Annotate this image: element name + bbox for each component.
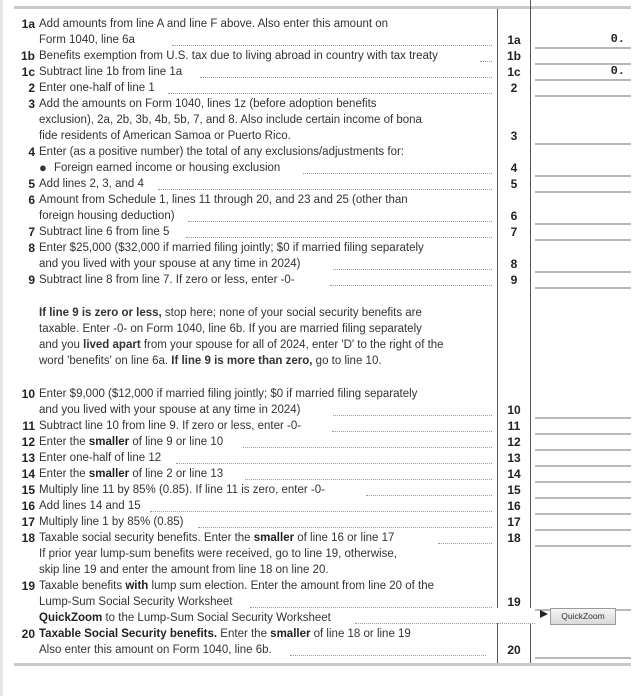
form-line-6-row1 [0,192,641,208]
line-label: 9 [28,273,35,287]
form-line-16 [0,498,641,514]
dot-leader [176,462,492,464]
dot-leader [188,220,492,222]
line-text-part: Enter the [39,436,89,448]
form-line-10-row2 [0,402,641,418]
instruction-text: word 'benefits' on line 6a. [39,355,172,367]
line-label: 10 [21,387,35,401]
form-line-19-row1 [0,578,641,594]
line-label: 6 [28,193,35,207]
quickzoom-text [39,610,331,626]
line-number: 4 [510,161,518,175]
quickzoom-bold: QuickZoom [39,612,103,624]
line-11-value [625,418,631,432]
form-line-4-row1 [0,144,641,160]
line-text: If prior year lump-sum benefits were received, go to line 19, otherwise, [39,548,397,560]
line-label: 12 [21,435,35,449]
line-text-part: Taxable social security benefits. Enter the [39,532,254,544]
line-17-value [625,514,631,528]
line-1c-value: 0. [610,64,625,78]
form-line-20-row1 [0,626,641,642]
line-text: Subtract line 6 from line 5 [39,226,170,238]
line-10-amount-field[interactable] [535,402,631,419]
dot-leader [366,494,492,496]
form-line-18-row3 [0,562,641,578]
line-text: and you lived with your spouse at any time in 2024) [39,258,301,270]
dot-leader [245,478,492,480]
form-line-18-row1 [0,530,641,546]
line-label: 8 [28,241,35,255]
line-label: 5 [28,177,35,191]
line-5-value [625,176,631,190]
dot-leader [333,414,492,416]
line-label: 2 [28,81,35,95]
line-text-bold: smaller [88,468,130,480]
line-label: 7 [28,225,35,239]
form-line-18-row2 [0,546,641,562]
line-text-part: of line 16 or line 17 [294,532,395,544]
line-1b-amount-field[interactable] [535,48,631,65]
line-number: 7 [510,225,518,239]
line-label: 11 [22,419,35,433]
line-8-value [625,256,631,270]
form-line-12 [0,434,641,450]
line-text-part: of line 2 or line 13 [129,468,224,480]
line-text-bold: smaller [88,436,130,448]
line-text: Subtract line 8 from line 7. If zero or less, enter -0- [39,274,295,286]
line-5-amount-field[interactable] [535,176,631,193]
form-line-19-row2 [0,594,641,610]
dot-leader [438,542,492,544]
dot-leader [333,268,492,270]
form-bottom-rule [14,663,631,666]
form-line-3-row1 [0,96,641,112]
instruction-text: go to line 10. [312,355,382,367]
line-number: 15 [507,483,521,497]
line-label: 3 [28,97,35,111]
line-label: 4 [28,145,35,159]
line-text: Amount from Schedule 1, lines 11 through 20, and 23 and 25 (other than [39,194,408,206]
line-18-amount-field[interactable] [535,530,631,547]
line-12-amount-field[interactable] [535,434,631,451]
dot-leader [332,430,492,432]
line-text: Multiply line 1 by 85% (0.85) [39,516,184,528]
line-2-amount-field[interactable] [535,80,631,97]
line-14-amount-field[interactable] [535,466,631,483]
instruction-line-4 [39,353,382,369]
line-text-bold: smaller [253,532,295,544]
line-16-value [625,498,631,512]
dot-leader [355,622,535,624]
line-text: fide residents of American Samoa or Puerto Rico. [39,130,291,142]
line-number: 12 [507,435,521,449]
line-11-amount-field[interactable] [535,418,631,435]
line-13-value [625,450,631,464]
dot-leader [168,92,492,94]
line-text-bold: with [125,580,149,592]
line-14-value [625,466,631,480]
line-text-part: Enter the [39,468,89,480]
line-label: 14 [21,467,35,481]
instruction-line-1 [39,305,422,321]
line-number: 14 [507,467,521,481]
line-text: Subtract line 1b from line 1a [39,66,183,78]
line-1a-value: 0. [610,32,625,46]
line-number: 2 [510,81,518,95]
line-number: 10 [507,403,521,417]
dot-leader [198,526,492,528]
line-text-part: of line 9 or line 10 [129,436,224,448]
instruction-text: stop here; none of your social security benefits are [161,307,422,319]
form-line-15 [0,482,641,498]
form-line-1b [0,48,641,64]
line-label: 17 [21,515,35,529]
line-label: 1b [20,49,35,63]
line-9-amount-field[interactable] [535,272,631,289]
line-3-value [625,128,631,142]
line-20-amount-field[interactable] [535,642,631,659]
line-13-amount-field[interactable] [535,450,631,467]
line-label: 18 [21,531,35,545]
line-17-amount-field[interactable] [535,514,631,531]
line-text: Also enter this amount on Form 1040, line 6b. [39,644,272,656]
form-line-10-row1 [0,386,641,402]
line-1b-value [625,48,631,62]
line-text [39,434,223,450]
line-number: 1c [507,65,521,79]
line-19-value [625,594,631,608]
dot-leader [480,60,492,62]
line-text: Lump-Sum Social Security Worksheet [39,596,233,608]
dot-leader [172,44,492,46]
form-line-11 [0,418,641,434]
form-line-9 [0,272,641,288]
dot-leader [290,654,486,656]
line-label: 13 [21,451,35,465]
line-15-amount-field[interactable] [535,482,631,499]
line-label: 19 [21,579,35,593]
line-number: 6 [510,209,518,223]
form-line-1a-row1 [0,16,641,32]
line-number: 13 [507,451,521,465]
line-text [39,626,411,642]
instruction-bold: lived apart [83,339,141,351]
line-number: 8 [510,257,518,271]
form-line-6-row2 [0,208,641,224]
line-number: 11 [507,419,521,433]
line-10-value [625,402,631,416]
line-text-part: of line 18 or line 19 [310,628,411,640]
form-line-8-row1 [0,240,641,256]
form-line-13 [0,450,641,466]
form-line-1a-row2 [0,32,641,48]
line-text: Enter $9,000 ($12,000 if married filing jointly; $0 if married filing separately [39,388,418,400]
dot-leader [150,510,492,512]
line-number: 20 [507,643,521,657]
line-text: exclusion), 2a, 2b, 3b, 4b, 5b, 7, and 8. Also include certain income of bona [39,114,422,126]
line-text: Multiply line 11 by 85% (0.85). If line 11 is zero, enter -0- [39,484,325,496]
line-2-value [625,80,631,94]
form-line-5 [0,176,641,192]
instruction-bold: If line 9 is zero or less, [39,307,162,319]
line-text-bold: Taxable Social Security benefits. [39,628,218,640]
instruction-text: from your spouse for all of 2024, enter 'D' to the right of the [140,339,444,351]
dot-leader [330,284,492,286]
line-number: 19 [507,595,521,609]
line-text: Enter $25,000 ($32,000 if married filing jointly; $0 if married filing separately [39,242,424,254]
dot-leader [250,606,492,608]
line-number: 5 [510,177,518,191]
line-number: 16 [507,499,521,513]
dot-leader [200,76,492,78]
line-number: 9 [510,273,518,287]
form-line-17 [0,514,641,530]
line-1a-amount-field[interactable] [535,32,631,49]
line-number: 1a [507,33,521,47]
form-line-2 [0,80,641,96]
line-text: Add the amounts on Form 1040, lines 1z (before adoption benefits [39,98,377,110]
form-line-3-row3 [0,128,641,144]
line-label: 1a [21,17,35,31]
line-text: Add amounts from line A and line F above. Also enter this amount on [39,18,389,30]
line-text-part: lump sum election. Enter the amount from line 20 of the [148,580,435,592]
line-number: 17 [507,515,521,529]
line-9-value [625,272,631,286]
line-8-amount-field[interactable] [535,256,631,273]
form-line-1c [0,64,641,80]
line-4-value [625,160,631,174]
line-text [39,530,394,546]
line-label: 16 [21,499,35,513]
line-4-amount-field[interactable] [535,160,631,177]
line-number: 1b [506,49,521,63]
line-text-part: Enter the [217,628,271,640]
dot-leader [186,236,492,238]
line-text: Enter (as a positive number) the total of any exclusions/adjustments for: [39,146,404,158]
line-18-value [625,530,631,544]
instruction-line-3 [39,337,444,353]
form-line-3-row2 [0,112,641,128]
bullet-icon: ● [39,160,47,175]
form-line-8-row2 [0,256,641,272]
line-text: Benefits exemption from U.S. tax due to living abroad in country with tax treaty [39,50,438,62]
line-text: Foreign earned income or housing exclusion [54,162,281,174]
line-text: and you lived with your spouse at any time in 2024) [39,404,301,416]
line-text-bold: smaller [270,628,311,640]
line-text: Form 1040, line 6a [39,34,135,46]
line-label: 20 [21,627,35,641]
line-15-value [625,482,631,496]
form-top-rule [14,6,631,9]
line-6-value [625,208,631,222]
dot-leader [303,172,492,174]
arrow-right-icon [540,610,548,618]
form-line-20-row2 [0,642,641,658]
line-text: foreign housing deduction) [39,210,175,222]
line-1c-amount-field[interactable] [535,64,631,81]
line-7-value [625,224,631,238]
line-text: skip line 19 and enter the amount from line 18 on line 20. [39,564,329,576]
line-20-value [625,642,631,656]
instruction-text: and you [39,339,84,351]
form-line-14 [0,466,641,482]
instruction-bold: If line 9 is more than zero, [171,355,313,367]
form-line-4-row2 [0,160,641,176]
line-12-value [625,434,631,448]
instruction-text: taxable. Enter -0- on Form 1040, line 6b. If you are married filing separately [39,323,422,335]
line-text: Add lines 2, 3, and 4 [39,178,144,190]
line-text [39,466,223,482]
line-label: 15 [21,483,35,497]
line-text-part: Taxable benefits [39,580,126,592]
line-text [39,578,434,594]
line-text: Enter one-half of line 12 [39,452,162,464]
dot-leader [243,446,492,448]
line-text: Enter one-half of line 1 [39,82,155,94]
line-7-amount-field[interactable] [535,224,631,241]
line-text: Subtract line 10 from line 9. If zero or less, enter -0- [39,420,302,432]
line-3-amount-field[interactable] [535,128,631,145]
line-number: 3 [510,129,518,143]
instruction-line-2 [39,321,422,337]
line-text: Add lines 14 and 15 [39,500,141,512]
line-number: 18 [507,531,521,545]
dot-leader [158,188,492,190]
line-16-amount-field[interactable] [535,498,631,515]
line-label: 1c [21,65,35,79]
quickzoom-button[interactable]: QuickZoom [550,608,616,625]
form-line-7 [0,224,641,240]
quickzoom-rest: to the Lump-Sum Social Security Worksheet [102,612,331,624]
line-6-amount-field[interactable] [535,208,631,225]
